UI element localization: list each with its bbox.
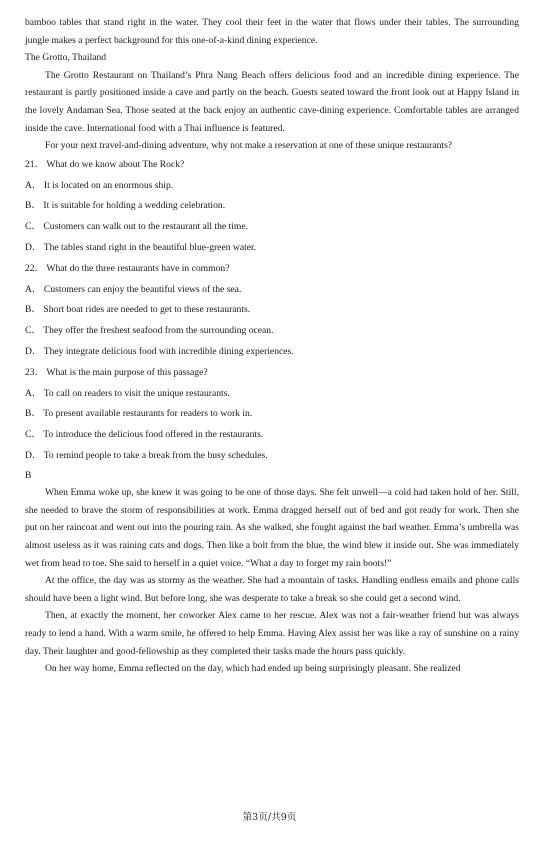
grotto-paragraph: The Grotto Restaurant on Thailand’s Phra Nang Beach offers delicious food and an incredible dining experience. The restaurant is partly positioned inside a cave and partly on the beach. Guests seated toward the front look out at Happy Island in the lovely Andaman Sea. Those seated at the back enjoy an authentic cave-dining experience. Comfortable tables are arranged inside the cave. International food with a Thai influence is featured. [25, 69, 519, 134]
question-23 [25, 363, 519, 467]
page-number: 第3页/共9页 [242, 812, 297, 823]
answer-option: C． They offer the freshest seafood from the surrounding ocean. [25, 325, 274, 337]
passage-a-intro-end: bamboo tables that stand right in the water. They cool their feet in the water that flows under their tables. The surrounding jungle makes a perfect background for this one-of-a-kind dining experience. [25, 17, 519, 46]
grotto-heading: The Grotto, Thailand [25, 52, 107, 64]
page-content [25, 14, 519, 678]
answer-option: C． To introduce the delicious food offered in the restaurants. [25, 429, 264, 441]
question-stem: 23． What is the main purpose of this passage? [25, 366, 208, 378]
passage-b-paragraph: At the office, the day was as stormy as the weather. She had a mountain of tasks. Handling endless emails and phone calls should have been a light wind. But before long, she was desperate to take a break so she could get a second wind. [25, 575, 519, 604]
passage-a-closing: For your next travel-and-dining adventure, why not make a reservation at one of these unique restaurants? [45, 140, 453, 152]
answer-option: C． Customers can walk out to the restaurant all the time. [25, 221, 249, 233]
passage-b-paragraph: Then, at exactly the moment, her coworker Alex came to her rescue. Alex was not a fair-weather friend but was always ready to lend a hand. With a warm smile, he offered to help Emma. Having Alex assist her was like a ray of sunshine on a rainy day. Their laughter and good-fellowship as they completed their tasks made the hours pass quickly. [25, 610, 519, 657]
answer-option: A． Customers can enjoy the beautiful views of the sea. [25, 283, 242, 295]
question-22 [25, 259, 519, 363]
question-stem: 22． What do the three restaurants have in common? [25, 262, 230, 274]
question-21 [25, 155, 519, 259]
section-b-label: B [25, 469, 32, 481]
question-stem: 21． What do we know about The Rock? [25, 158, 185, 170]
answer-option: B． Short boat rides are needed to get to these restaurants. [25, 304, 251, 316]
passage-b-paragraph: When Emma woke up, she knew it was going to be one of those days. She felt unwell—a cold had taken hold of her. Still, she needed to brave the storm of responsibilities at work. Emma dragged herself out of bed and got ready for work. Then she put on her raincoat and went out into the pouring rain. As she walked, she fought against the bad weather. Emma’s umbrella was almost useless as it was raining cats and dogs. Then like a bolt from the blue, the wind blew it inside out. She was immediately wet from head to toe. She said to herself in a quiet voice. “What a day to forget my rain boots!” [25, 487, 519, 569]
answer-option: D． To remind people to take a break from the busy schedules. [25, 449, 268, 461]
answer-option: B． To present available restaurants for readers to work in. [25, 408, 253, 420]
passage-b-paragraph: On her way home, Emma reflected on the day, which had ended up being surprisingly pleasant. She realized [45, 663, 461, 675]
answer-option: A． To call on readers to visit the unique restaurants. [25, 387, 230, 399]
answer-option: D． They integrate delicious food with incredible dining experiences. [25, 345, 294, 357]
answer-option: B． It is suitable for holding a wedding celebration. [25, 200, 226, 212]
answer-option: D． The tables stand right in the beautiful blue-green water. [25, 241, 257, 253]
answer-option: A． It is located on an enormous ship. [25, 179, 174, 191]
